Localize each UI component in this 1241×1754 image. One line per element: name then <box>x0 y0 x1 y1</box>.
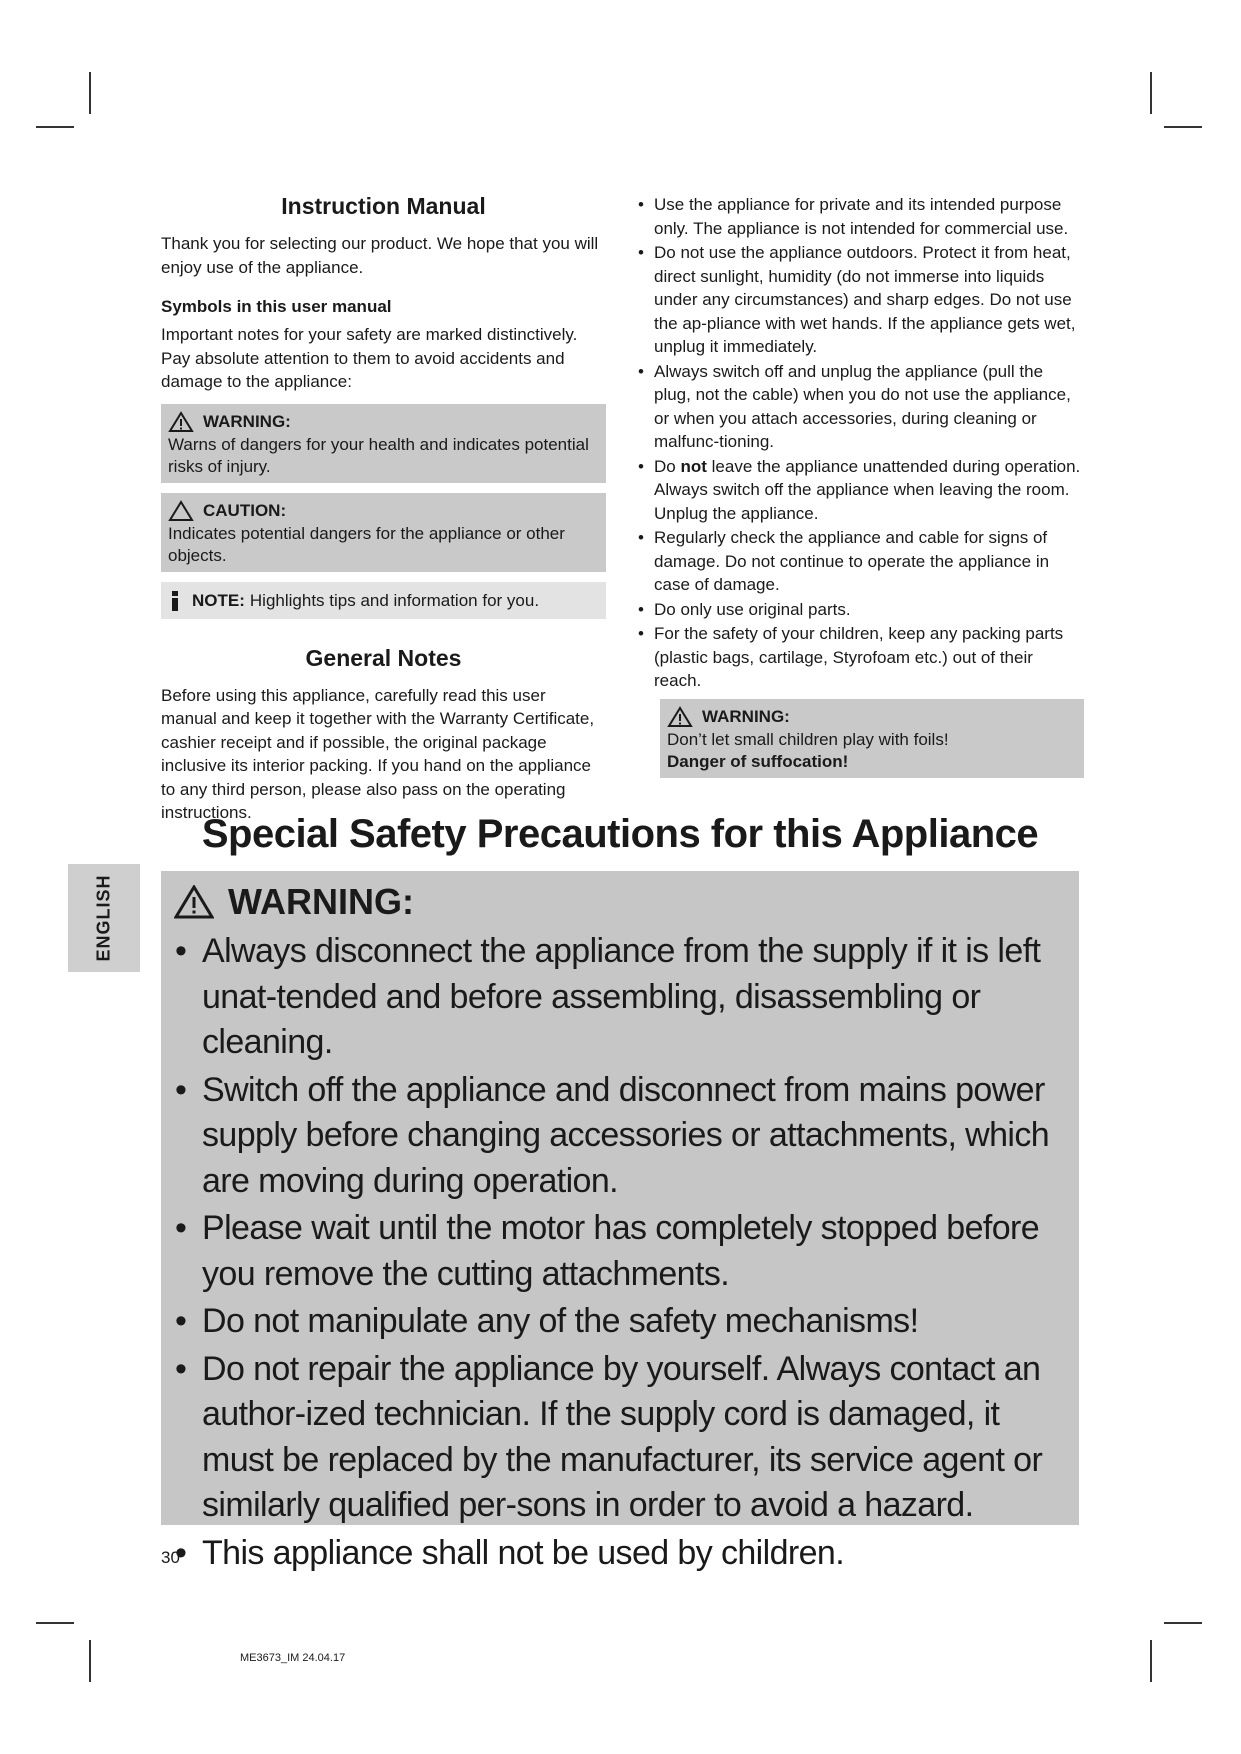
left-column <box>161 193 606 825</box>
list-item: • Always disconnect the appliance from the supply if it is left unat-tended and before assembling, disassembling or cleaning. <box>171 929 1071 1066</box>
crop-mark <box>36 1622 74 1624</box>
safety-list <box>636 193 1084 693</box>
list-item: • Do not repair the appliance by yourself. Always contact an author-ized technician. If the supply cord is damaged, it must be replaced by the manufacturer, its service agent or similarly qualified per-sons in order to avoid a hazard. <box>171 1347 1071 1529</box>
note-text: Highlights tips and information for you. <box>249 590 540 610</box>
children-warning-box <box>660 699 1084 778</box>
list-item: • This appliance shall not be used by children. <box>171 1531 1071 1577</box>
symbols-text: Important notes for your safety are marked distinctively. Pay absolute attention to them to avoid accidents and damage to the appliance: <box>161 325 578 391</box>
general-notes-text: Before using this appliance, carefully read this user manual and keep it together with the Warranty Certificate, cashier receipt and if possible, the original package inclusive its interior packing. If you hand on the appliance to any third person, please also pass on the operating instructions. <box>161 685 595 822</box>
children-warning-title: WARNING: <box>702 706 790 726</box>
warning-box-title: WARNING: <box>203 411 291 431</box>
caution-box-title: CAUTION: <box>203 500 287 520</box>
note-symbol-box <box>161 582 606 619</box>
children-warning-line2: Danger of suffocation! <box>667 751 849 771</box>
language-tab-label: ENGLISH <box>93 874 114 962</box>
crop-mark <box>89 72 91 114</box>
page-number: 30 <box>161 1548 180 1567</box>
list-item: • Regularly check the appliance and cable for signs of damage. Do not continue to operate the appliance in case of damage. <box>636 526 1084 597</box>
children-warning-line1: Don’t let small children play with foils! <box>667 729 949 749</box>
list-item: • Switch off the appliance and disconnect from mains power supply before changing accessories or attachments, which are moving during operation. <box>171 1068 1071 1205</box>
list-item: • Do not use the appliance outdoors. Protect it from heat, direct sunlight, humidity (do not immerse into liquids under any circumstances) and sharp edges. Do not use the ap-pliance with wet hands. If the appliance gets wet, unplug it immediately. <box>636 241 1084 359</box>
intro-text: Thank you for selecting our product. We hope that you will enjoy use of the appliance. <box>161 234 599 277</box>
special-warning-label: WARNING: <box>228 881 414 922</box>
warning-icon <box>667 706 693 728</box>
list-item: • Always switch off and unplug the appliance (pull the plug, not the cable) when you do not use the appliance, or when you attach accessories, during cleaning or malfunc-tioning. <box>636 360 1084 454</box>
crop-mark <box>1164 126 1202 128</box>
symbols-heading: Symbols in this user manual <box>161 297 392 316</box>
warning-icon <box>168 411 194 433</box>
crop-mark <box>1164 1622 1202 1624</box>
list-item: • Do only use original parts. <box>636 598 1084 622</box>
warning-box-text: Warns of dangers for your health and indicates potential risks of injury. <box>168 434 589 476</box>
language-tab <box>68 864 140 972</box>
warning-icon <box>174 885 214 919</box>
document-reference: ME3673_IM 24.04.17 <box>240 1652 346 1664</box>
special-safety-title: Special Safety Precautions for this Appliance <box>201 812 1039 856</box>
caution-icon <box>168 500 194 522</box>
right-column <box>636 193 1084 778</box>
crop-mark <box>89 1640 91 1682</box>
special-warning-list <box>171 929 1071 1578</box>
general-notes-title: General Notes <box>305 644 462 671</box>
list-item: • Please wait until the motor has completely stopped before you remove the cutting attachments. <box>171 1206 1071 1297</box>
list-item: • Do not leave the appliance unattended during operation. Always switch off the appliance when leaving the room. Unplug the appliance. <box>636 455 1084 526</box>
instruction-manual-title: Instruction Manual <box>281 193 486 219</box>
crop-mark <box>36 126 74 128</box>
list-item: • Use the appliance for private and its intended purpose only. The appliance is not intended for commercial use. <box>636 193 1084 240</box>
crop-mark <box>1150 1640 1152 1682</box>
note-label: NOTE: <box>192 590 245 610</box>
list-item: • For the safety of your children, keep any packing parts (plastic bags, cartilage, Styrofoam etc.) out of their reach. <box>636 622 1084 693</box>
caution-box-text: Indicates potential dangers for the appliance or other objects. <box>168 523 565 565</box>
info-icon <box>168 590 182 612</box>
crop-mark <box>1150 72 1152 114</box>
warning-symbol-box <box>161 404 606 483</box>
list-item: • Do not manipulate any of the safety mechanisms! <box>171 1299 1071 1345</box>
caution-symbol-box <box>161 493 606 572</box>
